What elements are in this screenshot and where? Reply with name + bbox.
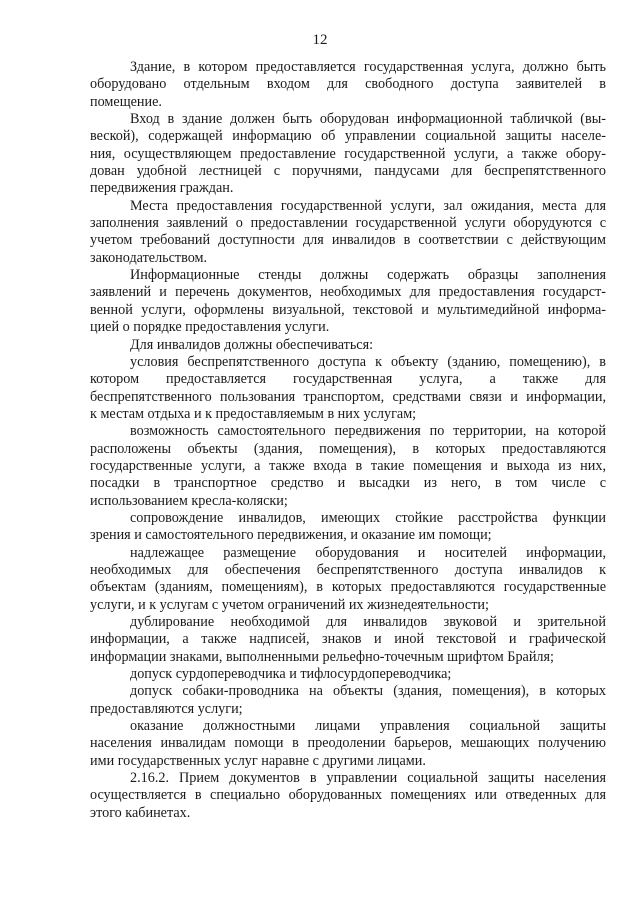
text-line: допуск сурдопереводчика и тифлосурдопереводчика; <box>130 666 452 683</box>
text-line: расположены объекты (здания, помещения), в которых предоставляются <box>90 440 606 457</box>
text-line: информации, а также надписей, знаков и иной текстовой и графической <box>90 631 606 648</box>
text-line: веской), содержащей информацию об управлении социальной защиты населе- <box>90 128 606 145</box>
paragraph-sign-interpreter <box>90 666 606 683</box>
paragraph-document-reception <box>90 770 606 822</box>
text-line: оказание должностными лицами управления социальной защиты <box>130 718 606 735</box>
paragraph-barrier-free-access <box>90 354 606 423</box>
document-body <box>90 59 606 822</box>
text-line: услуги, и к услугам с учетом ограничений их жизнедеятельности; <box>90 596 489 613</box>
text-line: ими государственных услуг наравне с другими лицами. <box>90 752 426 769</box>
text-line: венной услуги, оформлены визуальной, текстовой и мультимедийной информа- <box>90 301 606 318</box>
text-line: к местам отдыха и к предоставляемым в них услугам; <box>90 405 417 422</box>
paragraph-independent-movement <box>90 423 606 510</box>
text-line: государственные услуги, а также входа в такие помещения и выхода из них, <box>90 457 606 474</box>
paragraph-staff-assistance <box>90 718 606 770</box>
text-line: учетом требований доступности для инвалидов в соответствии с действующим <box>90 232 606 249</box>
text-line: Для инвалидов должны обеспечиваться: <box>130 336 374 353</box>
paragraph-entrance-signage <box>90 111 606 198</box>
text-line: населения инвалидам помощи в преодолении барьеров, мешающих получению <box>90 735 606 752</box>
text-line: помещение. <box>90 93 162 110</box>
text-line: посадки в транспортное средство и высадки из него, в том числе с <box>90 475 606 492</box>
text-line: этого кабинетах. <box>90 804 191 821</box>
text-line: условия беспрепятственного доступа к объекту (зданию, помещению), в <box>130 353 606 370</box>
text-line: Места предоставления государственной услуги, зал ожидания, места для <box>130 197 606 214</box>
paragraph-information-stands <box>90 267 606 336</box>
paragraph-accompaniment <box>90 510 606 545</box>
paragraph-building-entrance <box>90 59 606 111</box>
text-line: котором предоставляется государственная услуга, а также для <box>90 371 606 388</box>
text-line: зрения и самостоятельного передвижения, и оказание им помощи; <box>90 527 492 544</box>
text-line: Здание, в котором предоставляется государственная услуга, должно быть <box>130 59 606 75</box>
text-line: Вход в здание должен быть оборудован информационной табличкой (вы- <box>130 111 606 128</box>
text-line: надлежащее размещение оборудования и носителей информации, <box>130 544 606 561</box>
text-line: допуск собаки-проводника на объекты (здания, помещения), в которых <box>130 683 606 700</box>
text-line: сопровождение инвалидов, имеющих стойкие расстройства функции <box>130 509 606 526</box>
text-line: информации знаками, выполненными рельефно-точечным шрифтом Брайля; <box>90 648 554 665</box>
paragraph-equipment-placement <box>90 545 606 614</box>
text-line: законодательством. <box>90 249 208 266</box>
page-number: 12 <box>312 32 328 48</box>
paragraph-information-duplication <box>90 614 606 666</box>
text-line: необходимых для обеспечения беспрепятственного доступа инвалидов к <box>90 561 606 578</box>
text-line: возможность самостоятельного передвижения по территории, на которой <box>130 423 606 440</box>
paragraph-service-premises <box>90 198 606 267</box>
text-line: оборудовано отдельным входом для свободного доступа заявителей в <box>90 76 606 93</box>
text-line: цией о порядке предоставления услуги. <box>90 319 330 336</box>
text-line: ния, осуществляющем предоставление государственной услуги, а также обору- <box>90 145 606 162</box>
text-line: беспрепятственного пользования транспортом, средствами связи и информации, <box>90 388 606 405</box>
text-line: 2.16.2. Прием документов в управлении социальной защиты населения <box>130 770 606 787</box>
paragraph-guide-dog <box>90 683 606 718</box>
text-line: предоставляются услуги; <box>90 700 243 717</box>
text-line: заполнения заявлений о предоставлении государственной услуги оборудуются с <box>90 215 606 232</box>
text-line: Информационные стенды должны содержать образцы заполнения <box>130 267 606 284</box>
text-line: заявлений и перечень документов, необходимых для предоставления государст- <box>90 284 606 301</box>
text-line: дован удобной лестницей с поручнями, пандусами для беспрепятственного <box>90 163 606 180</box>
text-line: дублирование необходимой для инвалидов звуковой и зрительной <box>130 614 606 630</box>
paragraph-disability-provisions-intro <box>90 337 606 354</box>
text-line: объектам (зданиям, помещениям), в которых предоставляются государственные <box>90 579 606 596</box>
text-line: использованием кресла-коляски; <box>90 492 288 509</box>
text-line: передвижения граждан. <box>90 180 234 197</box>
text-line: осуществляется в специально оборудованных помещениях или отведенных для <box>90 787 606 804</box>
